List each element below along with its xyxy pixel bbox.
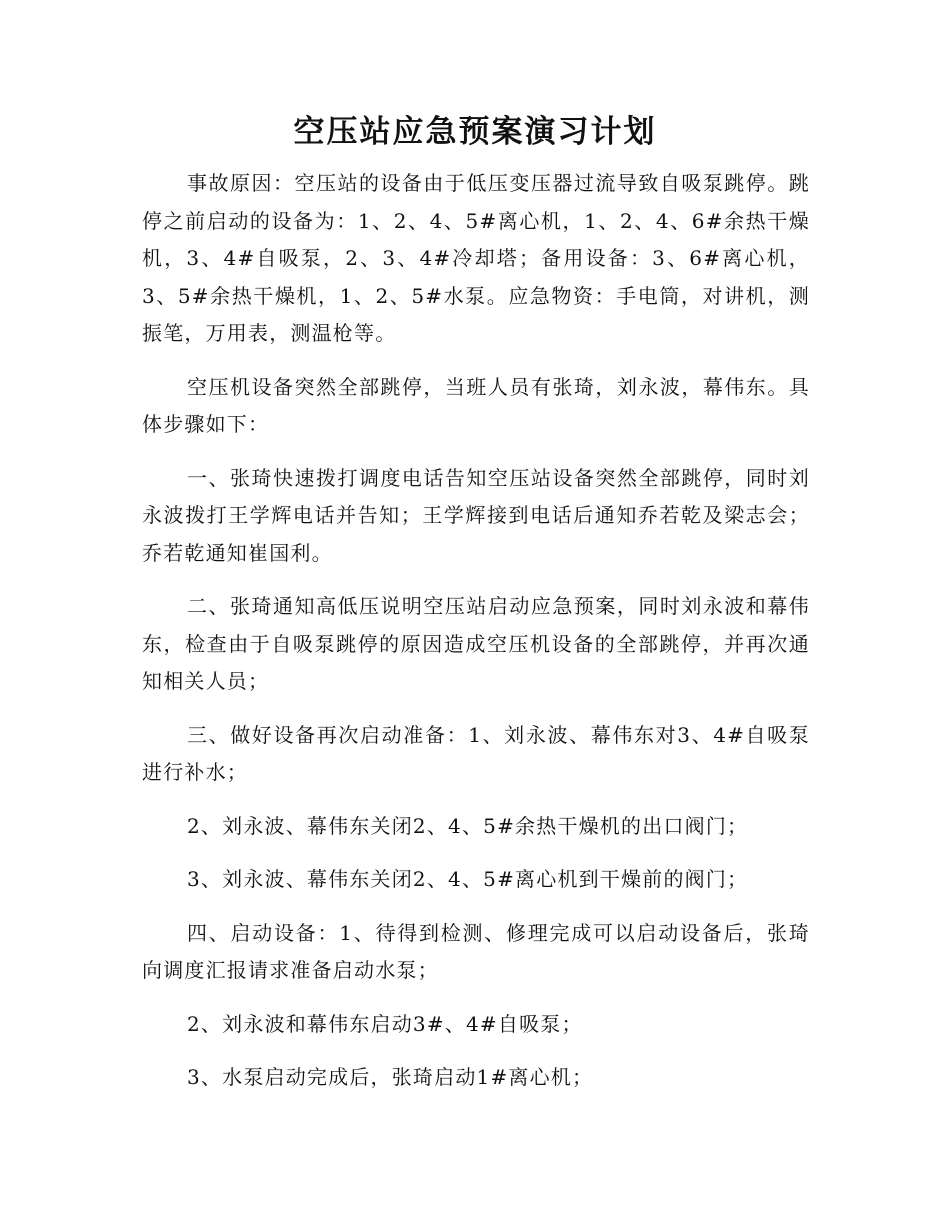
- paragraph-step-three: 三、做好设备再次启动准备：1、刘永波、幕伟东对3、4#自吸泵进行补水；: [142, 722, 810, 784]
- paragraph-step-four-item-2: 2、刘永波和幕伟东启动3#、4#自吸泵；: [187, 1011, 583, 1036]
- paragraph-accident-cause: 事故原因：空压站的设备由于低压变压器过流导致自吸泵跳停。跳停之前启动的设备为：1、2、4、5#离心机，1、2、4、6#余热干燥机，3、4#自吸泵，2、3、4#冷却塔；备用设备：3、6#离心机，3、5#余热干燥机，1、2、5#水泵。应急物资：手电筒，对讲机，测振笔，万用表，测温枪等。: [142, 171, 810, 345]
- document-title: 空压站应急预案演习计划: [293, 114, 657, 150]
- document-body: [142, 165, 810, 1113]
- paragraph-step-two: 二、张琦通知高低压说明空压站启动应急预案，同时刘永波和幕伟东，检查由于自吸泵跳停的原因造成空压机设备的全部跳停，并再次通知相关人员；: [142, 594, 810, 693]
- paragraph-step-three-item-3: 3、刘永波、幕伟东关闭2、4、5#离心机到干燥前的阀门；: [187, 867, 749, 891]
- paragraph-step-four-item-3: 3、水泵启动完成后，张琦启动1#离心机；: [187, 1065, 594, 1089]
- paragraph-step-four: 四、启动设备：1、待得到检测、修理完成可以启动设备后，张琦向调度汇报请求准备启动水泵；: [142, 920, 810, 982]
- paragraph-step-one: 一、张琦快速拨打调度电话告知空压站设备突然全部跳停，同时刘永波拨打王学辉电话并告知；王学辉接到电话后通知乔若乾及梁志会；乔若乾通知崔国利。: [142, 465, 810, 565]
- paragraph-staff-on-duty: 空压机设备突然全部跳停，当班人员有张琦，刘永波，幕伟东。具体步骤如下：: [142, 374, 810, 436]
- paragraph-step-three-item-2: 2、刘永波、幕伟东关闭2、4、5#余热干燥机的出口阀门；: [187, 813, 749, 838]
